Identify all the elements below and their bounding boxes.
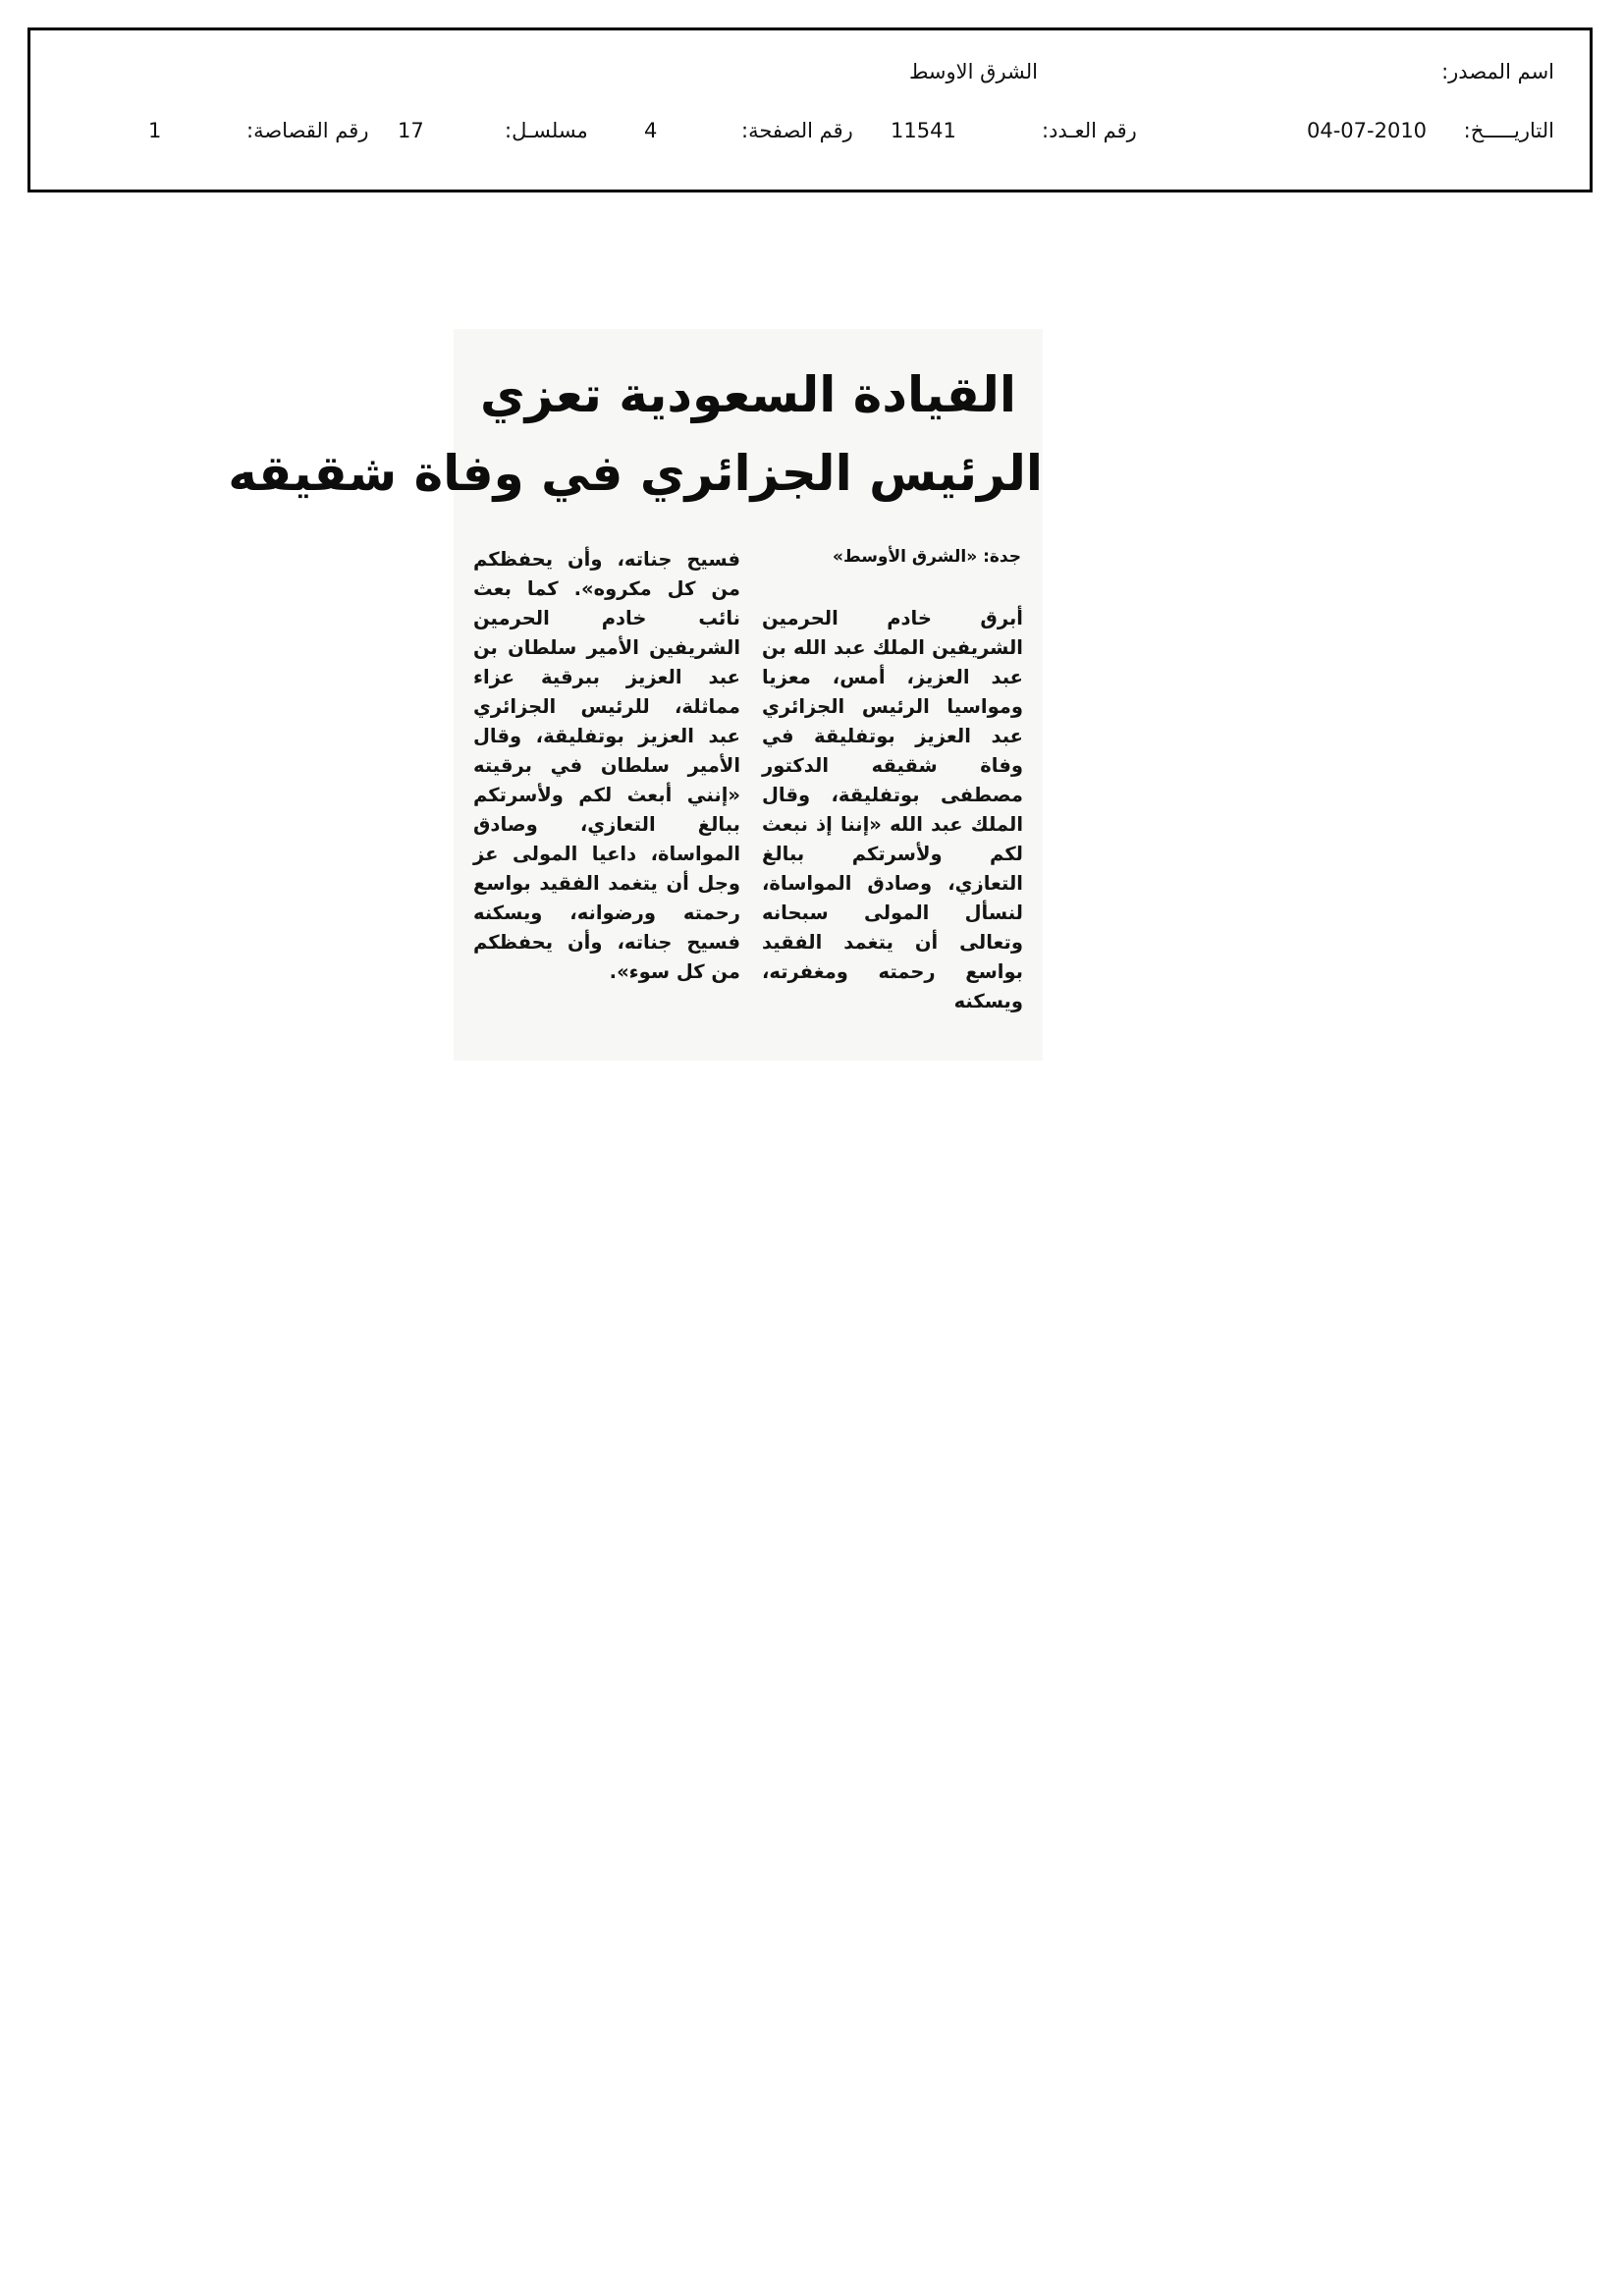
article-column-right: أبرق خادم الحرمين الشريفين الملك عبد الله بن عبد العزيز، أمس، معزيا ومواسيا الرئيس الجزائري عبد العزيز بوتفليقة في وفاة شقيقه الدكتور مصطفى بوتفليقة، وقال الملك عبد الله «إننا إذ نبعث لكم ولأسرتكم ببالغ التعازي، وصادق المواساة، لنسأل المولى سبحانه وتعالى أن يتغمد الفقيد بواسع رحمته ومغفرته، ويسكنه xyxy=(762,607,1023,1012)
source-value: الشرق الاوسط xyxy=(909,60,1039,83)
serial-label: مسلسـل: xyxy=(505,119,588,142)
byline: جدة: «الشرق الأوسط» xyxy=(833,547,1021,567)
serial-value: 17 xyxy=(398,119,424,142)
date-label: التاريـــــخ: xyxy=(1463,119,1554,142)
page-value: 4 xyxy=(644,119,658,142)
clip-label: رقم القصاصة: xyxy=(246,119,369,142)
issue-label: رقم العـدد: xyxy=(1042,119,1137,142)
source-info-box xyxy=(27,27,1593,192)
date-value: 04-07-2010 xyxy=(1307,119,1428,142)
issue-value: 11541 xyxy=(891,119,956,142)
headline-line-1: القيادة السعودية تعزي xyxy=(479,366,1017,423)
newspaper-clipping xyxy=(228,329,1043,1061)
clip-value: 1 xyxy=(148,119,162,142)
page-label: رقم الصفحة: xyxy=(741,119,853,142)
article-column-left: فسيح جناته، وأن يحفظكم من كل مكروه». كما بعث نائب خادم الحرمين الشريفين الأمير سلطان بن عبد العزيز ببرقية عزاء مماثلة، للرئيس الجزائري عبد العزيز بوتفليقة، وقال الأمير سلطان في برقيته «إنني أبعث لكم ولأسرتكم ببالغ التعازي، وصادق المواساة، داعيا المولى عز وجل أن يتغمد الفقيد بواسع رحمته ورضوانه، ويسكنه فسيح جناته، وأن يحفظكم من كل سوء». xyxy=(473,548,740,983)
source-label: اسم المصدر: xyxy=(1441,60,1554,83)
headline-line-2: الرئيس الجزائري في وفاة شقيقه xyxy=(228,445,1043,502)
